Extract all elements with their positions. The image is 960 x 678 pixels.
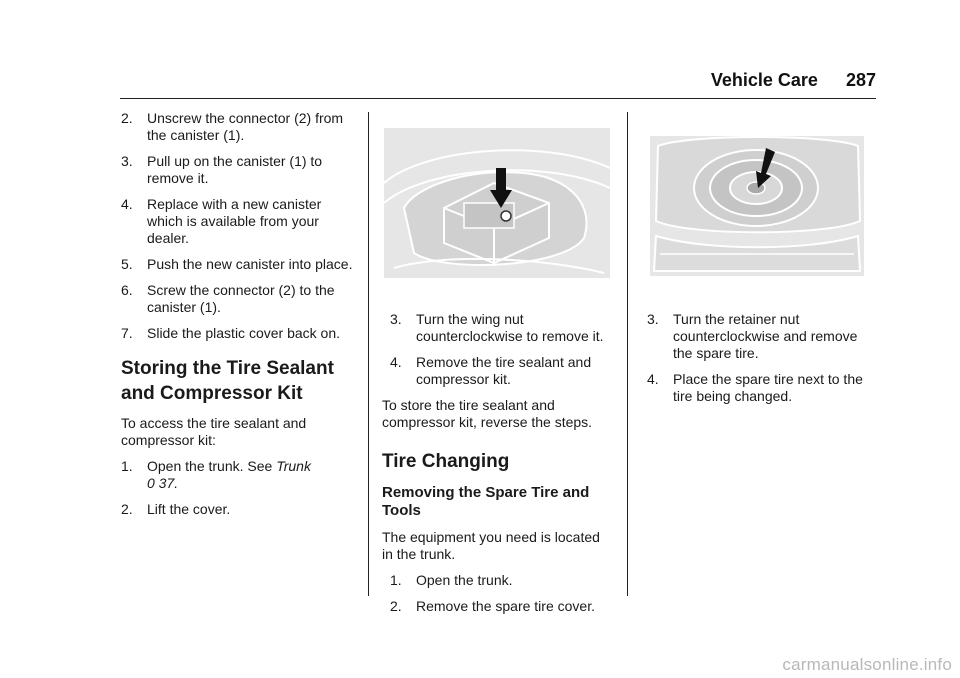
compressor-kit-illustration xyxy=(384,128,610,278)
list-item: 1. Open the trunk. xyxy=(390,572,513,588)
spare-tire-icon xyxy=(648,126,866,288)
list-item: 2. Lift the cover. xyxy=(121,501,231,517)
list-item: 1. Open the trunk. See Trunk 0 37. xyxy=(121,458,311,491)
list-item: 7. Slide the plastic cover back on. xyxy=(121,325,340,341)
watermark: carmanualsonline.info xyxy=(782,655,952,674)
compressor-kit-icon xyxy=(384,128,610,278)
header-rule xyxy=(120,98,876,99)
column-3 xyxy=(647,311,877,414)
list-item: 2. Remove the spare tire cover. xyxy=(390,598,595,614)
page-number: 287 xyxy=(845,70,876,90)
intro-paragraph: The equipment you need is located in the trunk. xyxy=(382,529,600,562)
column-divider-2 xyxy=(627,112,628,596)
page-header xyxy=(711,70,876,96)
subsection-heading: Removing the Spare Tire and Tools xyxy=(382,484,590,519)
section-heading: Storing the Tire Sealant and Compressor Kit xyxy=(121,358,334,404)
intro-paragraph: To access the tire sealant and compressor kit: xyxy=(121,415,307,448)
list-item: 4. Replace with a new canister which is available from your dealer. xyxy=(121,196,322,246)
store-paragraph: To store the tire sealant and compressor kit, reverse the steps. xyxy=(382,397,593,430)
list-item: 2. Unscrew the connector (2) from the canister (1). xyxy=(121,110,344,143)
list-item: 4. Remove the tire sealant and compressor kit. xyxy=(390,354,592,387)
section-heading: Tire Changing xyxy=(382,451,510,472)
column-divider-1 xyxy=(368,112,369,596)
column-1 xyxy=(121,110,359,527)
step-list-a xyxy=(121,110,359,342)
spare-tire-illustration xyxy=(648,126,866,288)
list-item: 3. Turn the retainer nut counterclockwise and remove the spare tire. xyxy=(647,311,858,361)
trunk-link[interactable]: Trunk xyxy=(276,458,311,474)
list-item: 3. Pull up on the canister (1) to remove it. xyxy=(121,153,323,186)
column-2 xyxy=(382,311,614,624)
page-reference[interactable]: 0 37. xyxy=(147,475,179,491)
list-item: 5. Push the new canister into place. xyxy=(121,256,353,272)
list-item: 3. Turn the wing nut counterclockwise to remove it. xyxy=(390,311,604,344)
list-item: 6. Screw the connector (2) to the canister (1). xyxy=(121,282,335,315)
list-item: 4. Place the spare tire next to the tire being changed. xyxy=(647,371,863,404)
section-title: Vehicle Care xyxy=(710,70,818,90)
